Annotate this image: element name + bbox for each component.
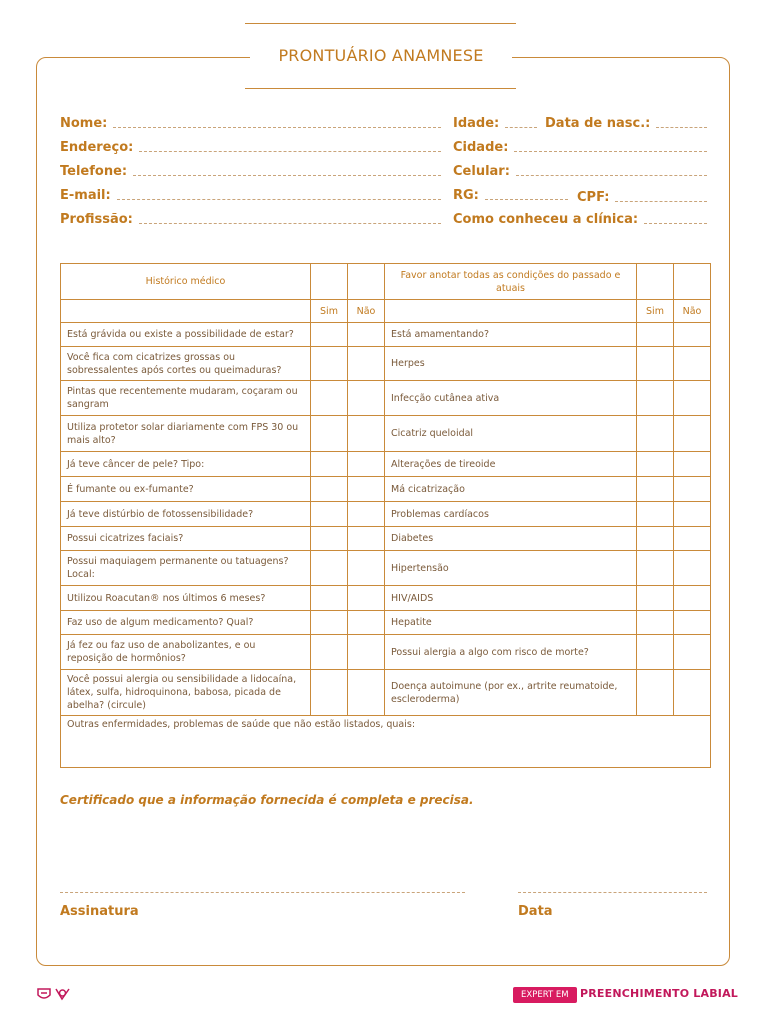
sim-checkbox-cell[interactable]	[311, 452, 348, 477]
condition-item: Cicatriz queloidal	[385, 416, 637, 452]
subheader-empty	[385, 300, 637, 323]
table-row	[61, 635, 711, 670]
logo-icon	[36, 986, 72, 1006]
nao-checkbox-cell[interactable]	[674, 527, 711, 551]
nao-checkbox-cell[interactable]	[348, 551, 385, 586]
table-row	[61, 452, 711, 477]
nao-checkbox-cell[interactable]	[348, 502, 385, 527]
sim-checkbox-cell[interactable]	[637, 611, 674, 635]
nao-checkbox-cell[interactable]	[674, 635, 711, 670]
sim-checkbox-cell[interactable]	[637, 502, 674, 527]
history-question: Você fica com cicatrizes grossas ou sobressalentes após cortes ou queimaduras?	[61, 347, 311, 381]
nao-checkbox-cell[interactable]	[348, 670, 385, 716]
sim-checkbox-cell[interactable]	[637, 670, 674, 716]
idade-line[interactable]	[505, 126, 537, 128]
sim-checkbox-cell[interactable]	[311, 611, 348, 635]
header-historico: Histórico médico	[61, 264, 311, 300]
condition-item: Má cicatrização	[385, 477, 637, 502]
nao-header: Não	[348, 300, 385, 323]
header-condicoes: Favor anotar todas as condições do passado e atuais	[385, 264, 637, 300]
nome-label: Nome:	[60, 116, 108, 131]
sim-checkbox-cell[interactable]	[637, 347, 674, 381]
condition-item: Infecção cutânea ativa	[385, 381, 637, 416]
history-question: Possui maquiagem permanente ou tatuagens? Local:	[61, 551, 311, 586]
data-nasc-label: Data de nasc.:	[545, 116, 651, 131]
page-title: PRONTUÁRIO ANAMNESE	[278, 46, 484, 65]
signature-line[interactable]	[60, 891, 465, 893]
nao-checkbox-cell[interactable]	[348, 477, 385, 502]
history-question: Possui cicatrizes faciais?	[61, 527, 311, 551]
cidade-line[interactable]	[514, 150, 707, 152]
nao-checkbox-cell[interactable]	[674, 670, 711, 716]
sim-checkbox-cell[interactable]	[637, 323, 674, 347]
table-row	[61, 502, 711, 527]
nao-checkbox-cell[interactable]	[674, 452, 711, 477]
sim-checkbox-cell[interactable]	[311, 323, 348, 347]
endereco-line[interactable]	[139, 150, 441, 152]
subheader-empty	[61, 300, 311, 323]
nao-checkbox-cell[interactable]	[348, 381, 385, 416]
condition-item: Possui alergia a algo com risco de morte?	[385, 635, 637, 670]
nao-checkbox-cell[interactable]	[348, 611, 385, 635]
sim-checkbox-cell[interactable]	[311, 586, 348, 611]
email-line[interactable]	[117, 198, 441, 200]
nao-checkbox-cell[interactable]	[348, 323, 385, 347]
nao-checkbox-cell[interactable]	[348, 586, 385, 611]
nao-checkbox-cell[interactable]	[348, 416, 385, 452]
rg-label: RG:	[453, 188, 479, 203]
header-empty-cell	[311, 264, 348, 300]
cpf-field[interactable]	[577, 190, 707, 205]
email-label: E-mail:	[60, 188, 111, 203]
cpf-line[interactable]	[615, 200, 707, 202]
table-row	[61, 527, 711, 551]
sim-checkbox-cell[interactable]	[311, 670, 348, 716]
telefone-field[interactable]	[60, 164, 441, 179]
table-row	[61, 477, 711, 502]
history-question: Utiliza protetor solar diariamente com FPS 30 ou mais alto?	[61, 416, 311, 452]
profissao-line[interactable]	[139, 222, 441, 224]
title-box	[250, 40, 512, 72]
condition-item: Hepatite	[385, 611, 637, 635]
nao-checkbox-cell[interactable]	[674, 477, 711, 502]
table-row	[61, 551, 711, 586]
sim-checkbox-cell[interactable]	[637, 527, 674, 551]
other-conditions-row[interactable]	[61, 716, 711, 768]
celular-label: Celular:	[453, 164, 510, 179]
cidade-label: Cidade:	[453, 140, 509, 155]
brand-title: PREENCHIMENTO LABIAL	[580, 987, 739, 1000]
history-question: Você possui alergia ou sensibilidade a lidocaína, látex, sulfa, hidroquinona, babosa, picada de abelha? (circule)	[61, 670, 311, 716]
nao-checkbox-cell[interactable]	[674, 323, 711, 347]
certification-text: Certificado que a informação fornecida é completa e precisa.	[60, 793, 474, 807]
sim-checkbox-cell[interactable]	[637, 381, 674, 416]
telefone-line[interactable]	[133, 174, 441, 176]
sim-checkbox-cell[interactable]	[311, 416, 348, 452]
sim-checkbox-cell[interactable]	[637, 635, 674, 670]
header-empty-cell	[674, 264, 711, 300]
table-row	[61, 381, 711, 416]
email-field[interactable]	[60, 188, 441, 203]
history-question: Já fez ou faz uso de anabolizantes, e ou reposição de hormônios?	[61, 635, 311, 670]
profissao-field[interactable]	[60, 212, 441, 227]
como-conheceu-field[interactable]	[453, 212, 707, 227]
nao-checkbox-cell[interactable]	[674, 347, 711, 381]
idade-label: Idade:	[453, 116, 500, 131]
sim-checkbox-cell[interactable]	[311, 635, 348, 670]
history-question: Já teve distúrbio de fotossensibilidade?	[61, 502, 311, 527]
expert-badge: EXPERT EM	[513, 987, 577, 1003]
date-label: Data	[518, 904, 553, 919]
history-question: Está grávida ou existe a possibilidade de estar?	[61, 323, 311, 347]
condition-item: Está amamentando?	[385, 323, 637, 347]
nao-checkbox-cell[interactable]	[348, 527, 385, 551]
telefone-label: Telefone:	[60, 164, 128, 179]
condition-item: Diabetes	[385, 527, 637, 551]
sim-header: Sim	[311, 300, 348, 323]
data-nasc-line[interactable]	[656, 126, 707, 128]
data-nasc-field[interactable]	[545, 116, 707, 131]
condition-item: Hipertensão	[385, 551, 637, 586]
celular-line[interactable]	[516, 174, 707, 176]
nao-checkbox-cell[interactable]	[348, 452, 385, 477]
title-under-rule	[245, 88, 516, 89]
endereco-label: Endereço:	[60, 140, 134, 155]
history-question: Faz uso de algum medicamento? Qual?	[61, 611, 311, 635]
rg-line[interactable]	[485, 198, 568, 200]
table-row	[61, 586, 711, 611]
table-row	[61, 611, 711, 635]
endereco-field[interactable]	[60, 140, 441, 155]
table-row	[61, 347, 711, 381]
condition-item: Alterações de tireoide	[385, 452, 637, 477]
condition-item: HIV/AIDS	[385, 586, 637, 611]
date-line[interactable]	[518, 891, 707, 893]
profissao-label: Profissão:	[60, 212, 133, 227]
nome-line[interactable]	[113, 126, 441, 128]
cidade-field[interactable]	[453, 140, 707, 155]
celular-field[interactable]	[453, 164, 707, 179]
history-question: Pintas que recentemente mudaram, coçaram ou sangram	[61, 381, 311, 416]
nao-checkbox-cell[interactable]	[674, 381, 711, 416]
condition-item: Herpes	[385, 347, 637, 381]
sim-checkbox-cell[interactable]	[637, 416, 674, 452]
medical-history-table	[60, 263, 711, 768]
como-conheceu-line[interactable]	[644, 222, 707, 224]
header-empty-cell	[348, 264, 385, 300]
nao-header: Não	[674, 300, 711, 323]
nao-checkbox-cell[interactable]	[674, 586, 711, 611]
history-question: É fumante ou ex-fumante?	[61, 477, 311, 502]
cpf-label: CPF:	[577, 190, 610, 205]
top-rule	[245, 23, 516, 24]
nao-checkbox-cell[interactable]	[348, 635, 385, 670]
table-row	[61, 323, 711, 347]
sim-checkbox-cell[interactable]	[311, 551, 348, 586]
nao-checkbox-cell[interactable]	[674, 416, 711, 452]
sim-checkbox-cell[interactable]	[637, 586, 674, 611]
condition-item: Problemas cardíacos	[385, 502, 637, 527]
table-row	[61, 670, 711, 716]
sim-header: Sim	[637, 300, 674, 323]
condition-item: Doença autoimune (por ex., artrite reumatoide, escleroderma)	[385, 670, 637, 716]
idade-field[interactable]	[453, 116, 537, 131]
sim-checkbox-cell[interactable]	[637, 551, 674, 586]
history-question: Utilizou Roacutan® nos últimos 6 meses?	[61, 586, 311, 611]
sim-checkbox-cell[interactable]	[311, 502, 348, 527]
sim-checkbox-cell[interactable]	[311, 381, 348, 416]
como-conheceu-label: Como conheceu a clínica:	[453, 212, 639, 227]
nao-checkbox-cell[interactable]	[674, 611, 711, 635]
sim-checkbox-cell[interactable]	[311, 477, 348, 502]
nao-checkbox-cell[interactable]	[674, 502, 711, 527]
rg-field[interactable]	[453, 188, 568, 203]
sim-checkbox-cell[interactable]	[311, 347, 348, 381]
table-row	[61, 416, 711, 452]
signature-label: Assinatura	[60, 904, 139, 919]
nao-checkbox-cell[interactable]	[348, 347, 385, 381]
sim-checkbox-cell[interactable]	[637, 452, 674, 477]
header-empty-cell	[637, 264, 674, 300]
sim-checkbox-cell[interactable]	[311, 527, 348, 551]
sim-checkbox-cell[interactable]	[637, 477, 674, 502]
nome-field[interactable]	[60, 116, 441, 131]
history-question: Já teve câncer de pele? Tipo:	[61, 452, 311, 477]
other-conditions-field[interactable]: Outras enfermidades, problemas de saúde que não estão listados, quais:	[61, 716, 711, 768]
nao-checkbox-cell[interactable]	[674, 551, 711, 586]
